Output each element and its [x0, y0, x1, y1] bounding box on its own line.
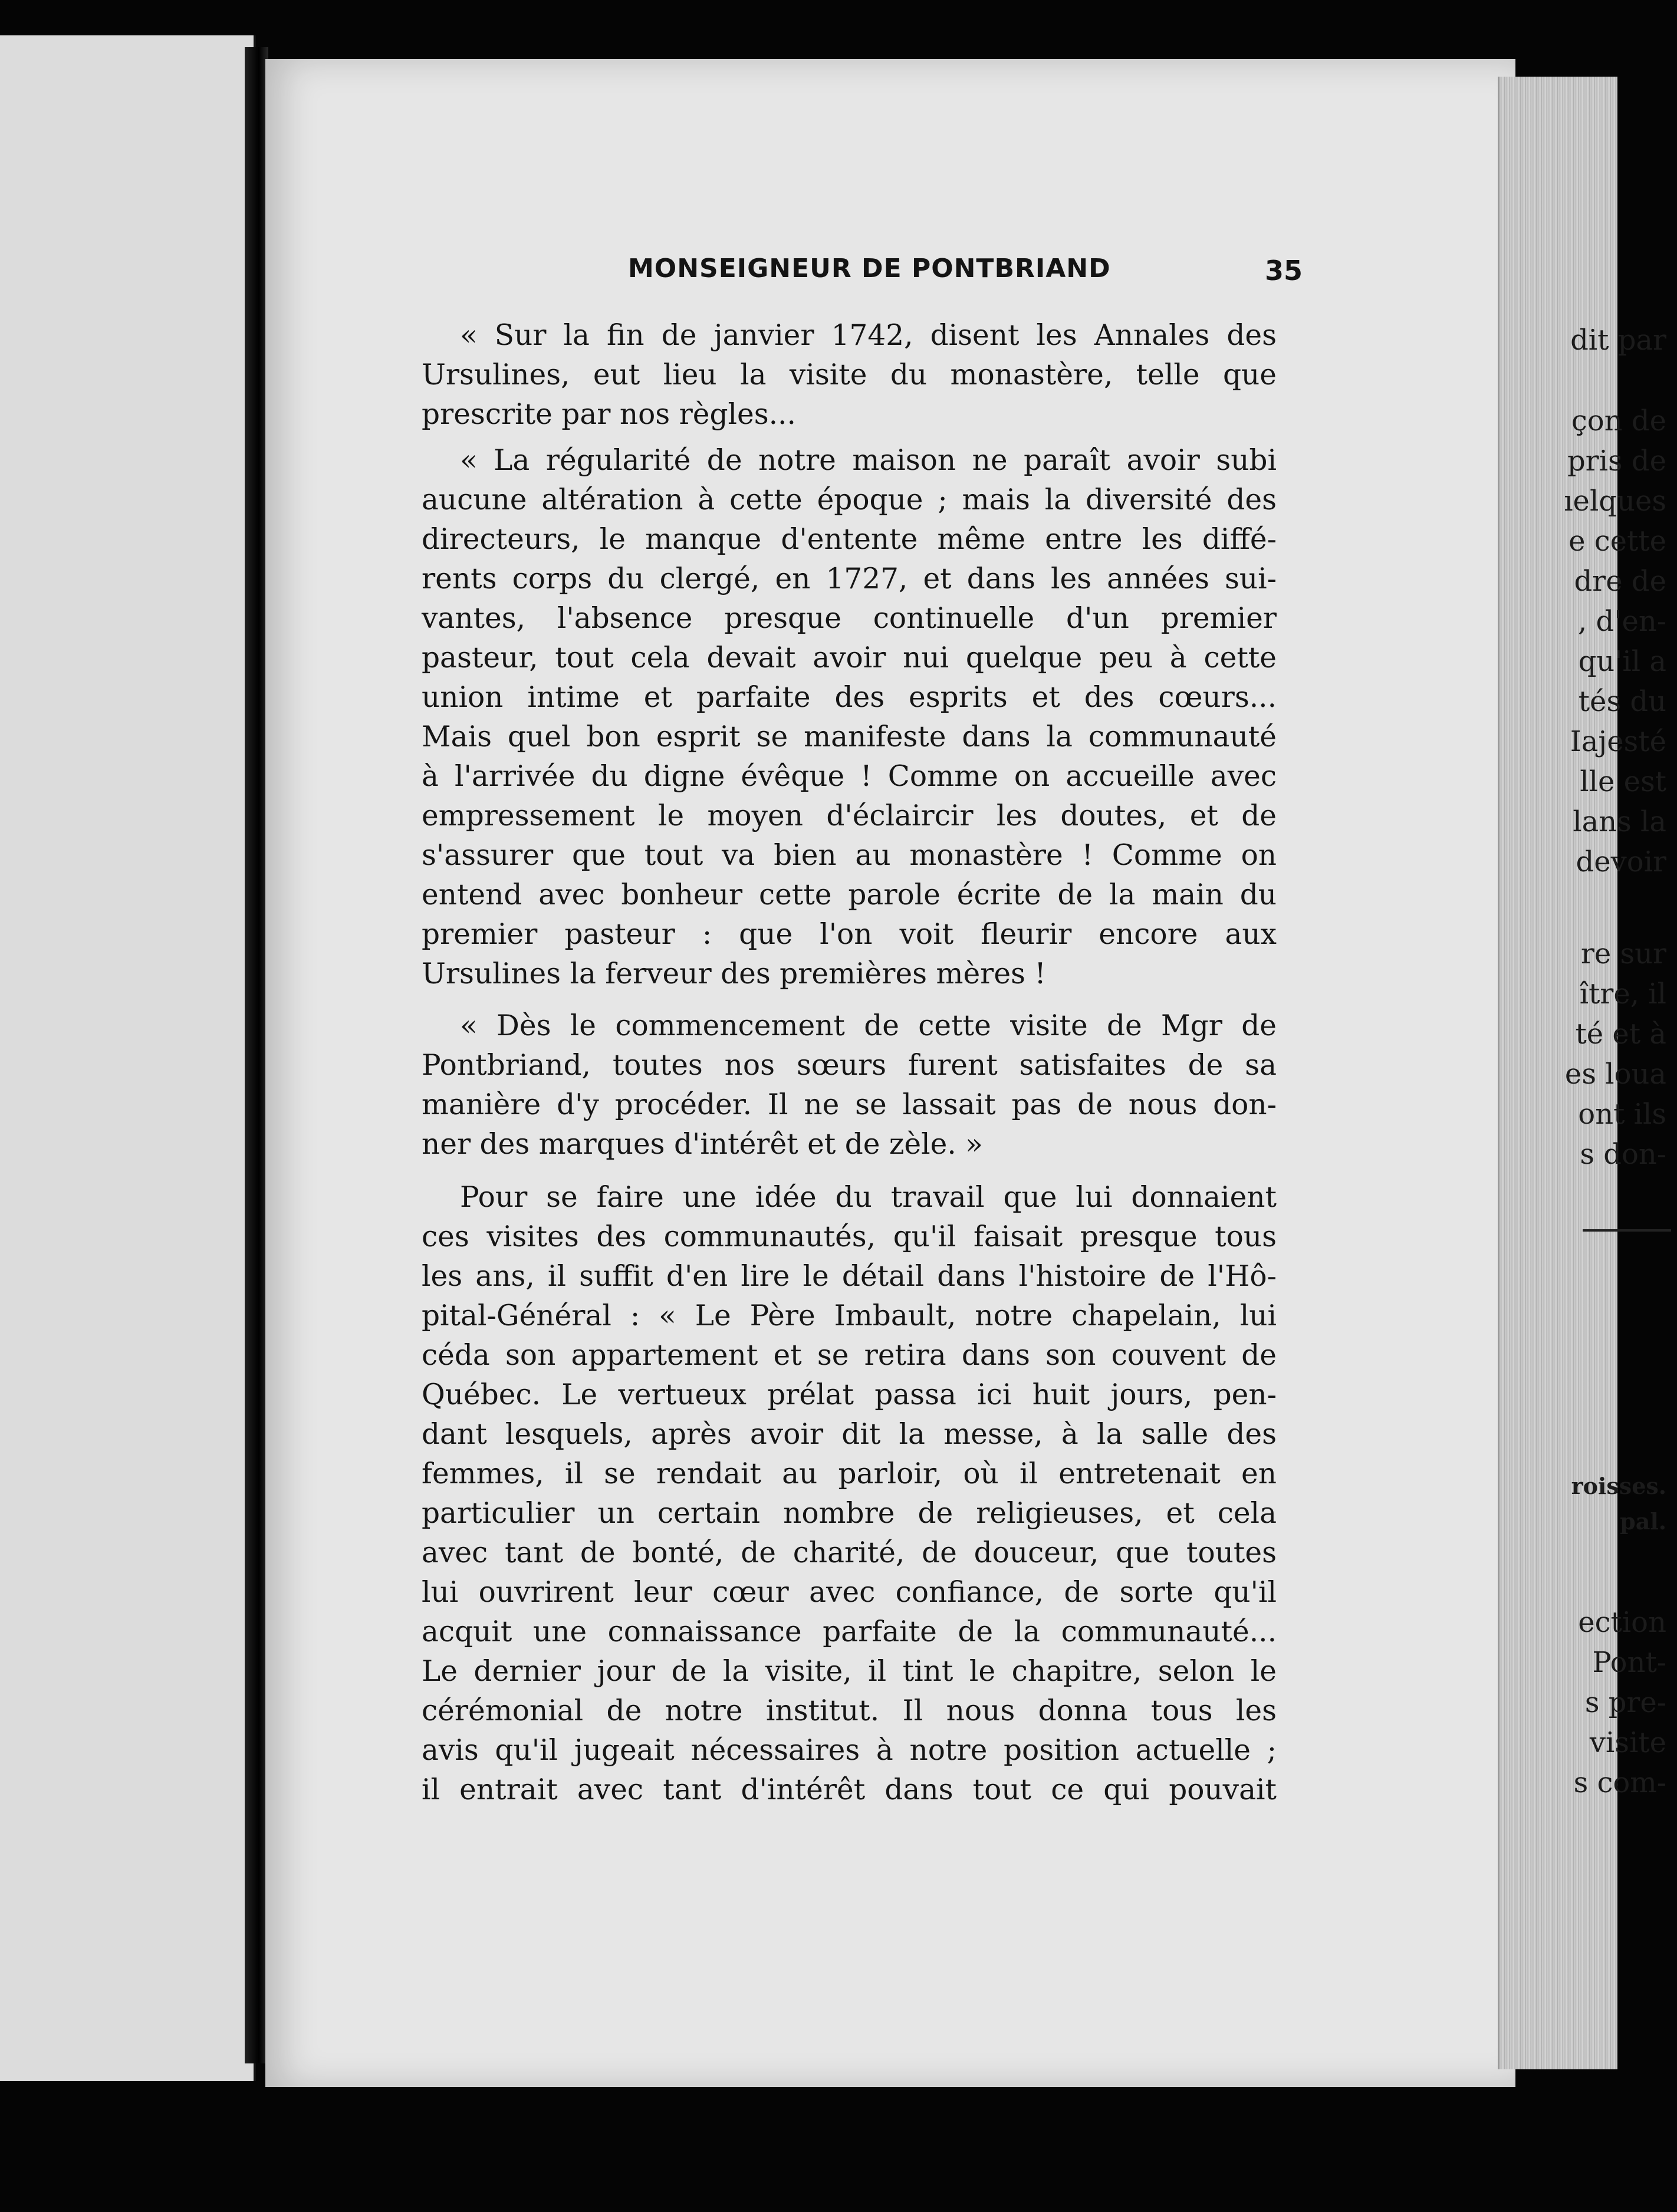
- text-line: céda son appartement et se retira dans son couvent de: [422, 1339, 1277, 1372]
- left-page-line: ection: [1578, 1606, 1666, 1639]
- left-page-line: té et à: [1575, 1018, 1666, 1051]
- left-page-line: ître, il: [1579, 977, 1666, 1010]
- left-page-line: re sur: [1580, 937, 1666, 970]
- text-line: Ursulines, eut lieu la visite du monastère, telle que: [422, 358, 1277, 391]
- text-line: « Sur la fin de janvier 1742, disent les Annales des: [460, 319, 1277, 352]
- text-line: entend avec bonheur cette parole écrite de la main du: [422, 878, 1277, 911]
- text-line: lui ouvrirent leur cœur avec confiance, de sorte qu'il: [422, 1576, 1277, 1609]
- left-page-line: s com-: [1573, 1766, 1666, 1799]
- left-page-line: dre de: [1574, 565, 1666, 598]
- text-line: particulier un certain nombre de religieuses, et cela: [422, 1497, 1277, 1530]
- text-line: acquit une connaissance parfaite de la communauté...: [422, 1615, 1277, 1648]
- text-line: ces visites des communautés, qu'il faisait presque tous: [422, 1220, 1277, 1253]
- text-line: prescrite par nos règles...: [422, 398, 796, 431]
- text-line: cérémonial de notre institut. Il nous donna tous les: [422, 1694, 1277, 1727]
- left-page-line: ıelques: [1564, 485, 1666, 518]
- text-line: avis qu'il jugeait nécessaires à notre position actuelle ;: [422, 1734, 1277, 1767]
- text-line: il entrait avec tant d'intérêt dans tout ce qui pouvait: [422, 1773, 1277, 1806]
- text-line: à l'arrivée du digne évêque ! Comme on accueille avec: [422, 760, 1277, 793]
- running-title: MONSEIGNEUR DE PONTBRIAND: [628, 254, 1111, 284]
- left-page-line: pris de: [1567, 445, 1666, 478]
- left-page-line: ont ils: [1578, 1098, 1666, 1131]
- left-page-line: lans la: [1573, 805, 1666, 838]
- left-facing-page: [0, 35, 256, 2081]
- text-line: Ursulines la ferveur des premières mères !: [422, 957, 1046, 990]
- text-line: premier pasteur : que l'on voit fleurir encore aux: [422, 918, 1277, 951]
- text-line: Pontbriand, toutes nos sœurs furent satisfaites de sa: [422, 1049, 1277, 1082]
- text-line: Mais quel bon esprit se manifeste dans la communauté: [422, 720, 1277, 753]
- text-line: « Dès le commencement de cette visite de Mgr de: [460, 1009, 1277, 1042]
- left-page-rule: [1583, 1229, 1671, 1232]
- left-page-line: dit par: [1570, 324, 1666, 357]
- text-line: pital-Général : « Le Père Imbault, notre chapelain, lui: [422, 1299, 1277, 1332]
- text-line: empressement le moyen d'éclaircir les doutes, et de: [422, 799, 1277, 832]
- left-page-line: qu'il a: [1578, 645, 1666, 678]
- text-line: aucune altération à cette époque ; mais la diversité des: [422, 483, 1277, 516]
- left-page-line: Pont-: [1592, 1646, 1666, 1679]
- text-line: directeurs, le manque d'entente même entre les diffé-: [422, 523, 1277, 556]
- left-page-line: çon de: [1571, 404, 1666, 437]
- text-line: Le dernier jour de la visite, il tint le chapitre, selon le: [422, 1655, 1277, 1688]
- left-page-line: tés du: [1578, 685, 1666, 718]
- left-page-line: s pre-: [1584, 1686, 1666, 1719]
- text-line: manière d'y procéder. Il ne se lassait pas de nous don-: [422, 1088, 1277, 1121]
- left-page-line: visite: [1589, 1726, 1666, 1759]
- text-line: femmes, il se rendait au parloir, où il entretenait en: [422, 1457, 1277, 1490]
- text-line: union intime et parfaite des esprits et des cœurs...: [422, 681, 1277, 714]
- text-line: Pour se faire une idée du travail que lui donnaient: [460, 1181, 1277, 1214]
- text-line: ner des marques d'intérêt et de zèle. »: [422, 1128, 983, 1161]
- book-spine-gutter: [245, 47, 268, 2063]
- text-line: « La régularité de notre maison ne paraît avoir subi: [460, 444, 1277, 477]
- left-page-line: s don-: [1580, 1138, 1666, 1171]
- text-line: pasteur, tout cela devait avoir nui quelque peu à cette: [422, 641, 1277, 674]
- page-number: 35: [1265, 255, 1303, 287]
- left-page-note: pal.: [1620, 1508, 1666, 1535]
- left-page-note: roisses.: [1571, 1473, 1666, 1499]
- text-line: dant lesquels, après avoir dit la messe, à la salle des: [422, 1418, 1277, 1451]
- text-line: Québec. Le vertueux prélat passa ici huit jours, pen-: [422, 1378, 1277, 1411]
- text-line: s'assurer que tout va bien au monastère ! Comme on: [422, 839, 1277, 872]
- text-line: rents corps du clergé, en 1727, et dans les années sui-: [422, 562, 1277, 595]
- left-page-line: Iajesté: [1570, 725, 1666, 758]
- left-page-line: , d'en-: [1578, 605, 1666, 638]
- left-page-line: lle est: [1580, 765, 1666, 798]
- left-page-line: devoir: [1576, 845, 1666, 878]
- left-page-line: e cette: [1569, 525, 1666, 558]
- left-page-line: es loua: [1564, 1058, 1666, 1091]
- text-line: avec tant de bonté, de charité, de douceur, que toutes: [422, 1536, 1277, 1569]
- text-line: vantes, l'absence presque continuelle d'un premier: [422, 602, 1277, 635]
- text-line: les ans, il suffit d'en lire le détail dans l'histoire de l'Hô-: [422, 1260, 1277, 1293]
